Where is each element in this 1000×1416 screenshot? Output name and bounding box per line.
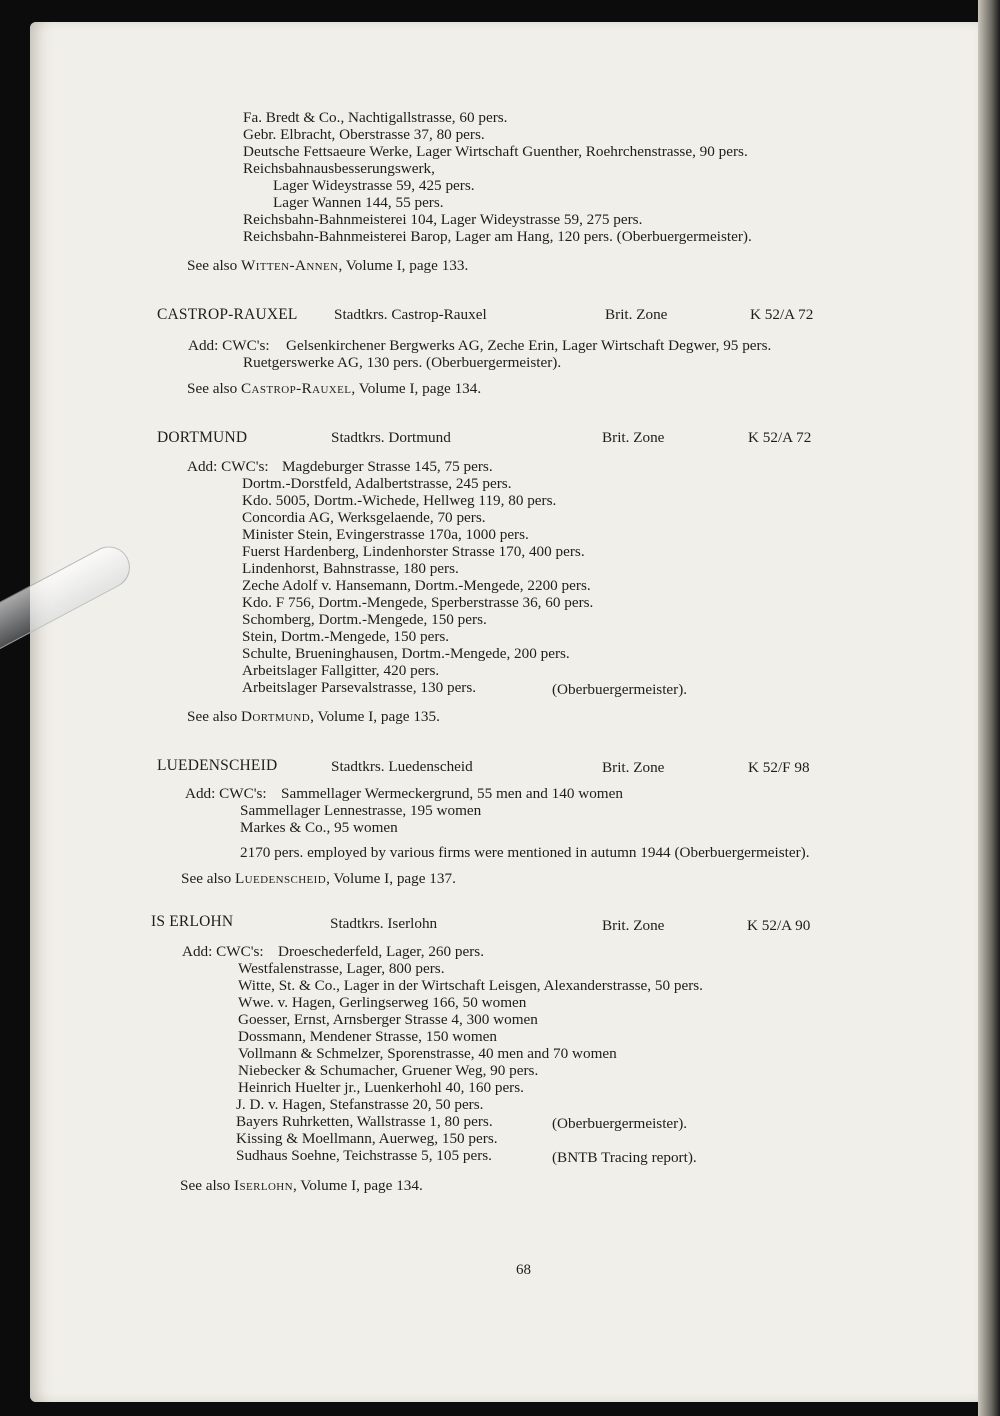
iserlohn-note-2: (BNTB Tracing report). bbox=[552, 1149, 697, 1166]
dortmund-see-also: See also Dortmund, Volume I, page 135. bbox=[187, 708, 440, 725]
witten-line-1: Fa. Bredt & Co., Nachtigallstrasse, 60 pers. bbox=[243, 109, 508, 126]
dortmund-line-1: Magdeburger Strasse 145, 75 pers. bbox=[282, 458, 493, 475]
castrop-line-2: Ruetgerswerke AG, 130 pers. (Oberbuergermeister). bbox=[243, 354, 562, 371]
dortmund-line-3: Kdo. 5005, Dortm.-Wichede, Hellweg 119, 80 pers. bbox=[242, 492, 557, 509]
witten-line-6: Lager Wannen 144, 55 pers. bbox=[273, 194, 444, 211]
castrop-district: Stadtkrs. Castrop-Rauxel bbox=[334, 306, 487, 323]
dortmund-line-9: Kdo. F 756, Dortm.-Mengede, Sperberstrasse 36, 60 pers. bbox=[242, 594, 594, 611]
dortmund-line-12: Schulte, Brueninghausen, Dortm.-Mengede, 200 pers. bbox=[242, 645, 570, 662]
castrop-heading: CASTROP-RAUXEL bbox=[157, 306, 298, 323]
dortmund-line-10: Schomberg, Dortm.-Mengede, 150 pers. bbox=[242, 611, 487, 628]
luedenscheid-line-2: Sammellager Lennestrasse, 195 women bbox=[240, 802, 482, 819]
see-also-place: Castrop-Rauxel bbox=[241, 380, 352, 397]
luedenscheid-ref: K 52/F 98 bbox=[748, 759, 810, 776]
dortmund-zone: Brit. Zone bbox=[602, 429, 665, 446]
witten-line-4: Reichsbahnausbesserungswerk, bbox=[243, 160, 435, 177]
witten-line-3: Deutsche Fettsaeure Werke, Lager Wirtschaft Guenther, Roehrchenstrasse, 90 pers. bbox=[243, 143, 748, 160]
iserlohn-line-7: Vollmann & Schmelzer, Sporenstrasse, 40 men and 70 women bbox=[238, 1045, 617, 1062]
iserlohn-line-1: Droeschederfeld, Lager, 260 pers. bbox=[278, 943, 485, 960]
iserlohn-line-9: Heinrich Huelter jr., Luenkerhohl 40, 160 pers. bbox=[238, 1079, 524, 1096]
iserlohn-line-11: Bayers Ruhrketten, Wallstrasse 1, 80 pers. bbox=[236, 1113, 493, 1130]
dortmund-line-5: Minister Stein, Evingerstrasse 170a, 1000 pers. bbox=[242, 526, 529, 543]
luedenscheid-heading: LUEDENSCHEID bbox=[157, 757, 278, 774]
dortmund-line-6: Fuerst Hardenberg, Lindenhorster Strasse 170, 400 pers. bbox=[242, 543, 585, 560]
iserlohn-line-4: Wwe. v. Hagen, Gerlingserweg 166, 50 women bbox=[238, 994, 527, 1011]
iserlohn-heading: IS ERLOHN bbox=[151, 913, 234, 930]
dortmund-add: Add: CWC's: bbox=[187, 458, 269, 475]
castrop-ref: K 52/A 72 bbox=[750, 306, 814, 323]
dortmund-note: (Oberbuergermeister). bbox=[552, 681, 688, 698]
luedenscheid-see-also: See also Luedenscheid, Volume I, page 137. bbox=[181, 870, 456, 887]
document-page bbox=[30, 22, 990, 1402]
luedenscheid-zone: Brit. Zone bbox=[602, 759, 665, 776]
dortmund-ref: K 52/A 72 bbox=[748, 429, 812, 446]
castrop-zone: Brit. Zone bbox=[605, 306, 668, 323]
dortmund-line-2: Dortm.-Dorstfeld, Adalbertstrasse, 245 pers. bbox=[242, 475, 512, 492]
iserlohn-district: Stadtkrs. Iserlohn bbox=[330, 915, 438, 932]
dortmund-district: Stadtkrs. Dortmund bbox=[331, 429, 451, 446]
iserlohn-line-3: Witte, St. & Co., Lager in der Wirtschaft Leisgen, Alexanderstrasse, 50 pers. bbox=[238, 977, 703, 994]
castrop-line-1: Gelsenkirchener Bergwerks AG, Zeche Erin, Lager Wirtschaft Degwer, 95 pers. bbox=[286, 337, 772, 354]
see-also-place: Dortmund bbox=[241, 708, 311, 725]
dortmund-line-14: Arbeitslager Parsevalstrasse, 130 pers. bbox=[242, 679, 477, 696]
iserlohn-note-1: (Oberbuergermeister). bbox=[552, 1115, 688, 1132]
iserlohn-see-also: See also Iserlohn, Volume I, page 134. bbox=[180, 1177, 423, 1194]
witten-line-2: Gebr. Elbracht, Oberstrasse 37, 80 pers. bbox=[243, 126, 485, 143]
castrop-add: Add: CWC's: bbox=[188, 337, 270, 354]
see-also-place: Luedenscheid bbox=[235, 870, 327, 887]
iserlohn-line-6: Dossmann, Mendener Strasse, 150 women bbox=[238, 1028, 497, 1045]
iserlohn-line-5: Goesser, Ernst, Arnsberger Strasse 4, 300 women bbox=[238, 1011, 538, 1028]
luedenscheid-line-3: Markes & Co., 95 women bbox=[240, 819, 398, 836]
luedenscheid-line-1: Sammellager Wermeckergrund, 55 men and 140 women bbox=[281, 785, 623, 802]
luedenscheid-extra: 2170 pers. employed by various firms were mentioned in autumn 1944 (Oberbuergermeister). bbox=[240, 844, 810, 861]
dortmund-heading: DORTMUND bbox=[157, 429, 248, 446]
iserlohn-ref: K 52/A 90 bbox=[747, 917, 811, 934]
iserlohn-line-10: J. D. v. Hagen, Stefanstrasse 20, 50 pers. bbox=[236, 1096, 484, 1113]
iserlohn-line-8: Niebecker & Schumacher, Gruener Weg, 90 pers. bbox=[238, 1062, 539, 1079]
witten-see-also: See also Witten-Annen, Volume I, page 133. bbox=[187, 257, 469, 274]
book-gutter bbox=[978, 0, 1000, 1416]
dortmund-line-8: Zeche Adolf v. Hansemann, Dortm.-Mengede, 2200 pers. bbox=[242, 577, 591, 594]
see-also-place: Iserlohn bbox=[234, 1177, 293, 1194]
luedenscheid-district: Stadtkrs. Luedenscheid bbox=[331, 758, 473, 775]
witten-line-8: Reichsbahn-Bahnmeisterei Barop, Lager am Hang, 120 pers. (Oberbuergermeister). bbox=[243, 228, 752, 245]
luedenscheid-add: Add: CWC's: bbox=[185, 785, 267, 802]
castrop-see-also: See also Castrop-Rauxel, Volume I, page 134. bbox=[187, 380, 482, 397]
iserlohn-line-2: Westfalenstrasse, Lager, 800 pers. bbox=[238, 960, 445, 977]
see-also-place: Witten-Annen bbox=[241, 257, 339, 274]
dortmund-line-7: Lindenhorst, Bahnstrasse, 180 pers. bbox=[242, 560, 459, 577]
iserlohn-add: Add: CWC's: bbox=[182, 943, 264, 960]
iserlohn-line-12: Kissing & Moellmann, Auerweg, 150 pers. bbox=[236, 1130, 498, 1147]
iserlohn-zone: Brit. Zone bbox=[602, 917, 665, 934]
dortmund-line-4: Concordia AG, Werksgelaende, 70 pers. bbox=[242, 509, 486, 526]
dortmund-line-13: Arbeitslager Fallgitter, 420 pers. bbox=[242, 662, 440, 679]
witten-line-5: Lager Wideystrasse 59, 425 pers. bbox=[273, 177, 475, 194]
dortmund-line-11: Stein, Dortm.-Mengede, 150 pers. bbox=[242, 628, 450, 645]
page-number: 68 bbox=[516, 1262, 531, 1278]
witten-line-7: Reichsbahn-Bahnmeisterei 104, Lager Wideystrasse 59, 275 pers. bbox=[243, 211, 643, 228]
iserlohn-line-13: Sudhaus Soehne, Teichstrasse 5, 105 pers. bbox=[236, 1147, 492, 1164]
